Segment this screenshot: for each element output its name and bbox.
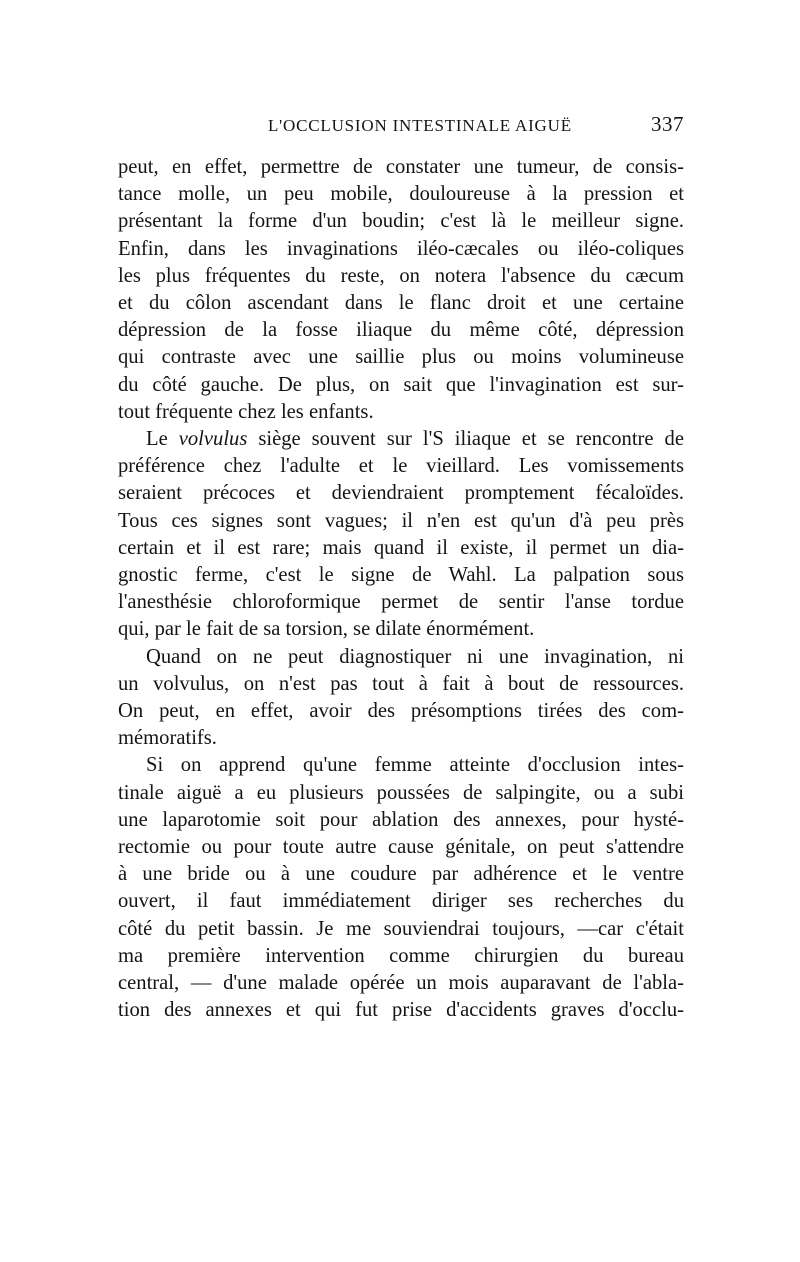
- text-line: une laparotomie soit pour ablation des annexes, pour hysté-: [118, 808, 684, 831]
- text-line: à une bride ou à une coudure par adhérence et le ventre: [118, 863, 684, 886]
- text-line: rectomie ou pour toute autre cause génitale, on peut s'attendre: [118, 836, 684, 859]
- body-text: [118, 154, 684, 1025]
- running-header: [118, 114, 684, 144]
- text-line: peut, en effet, permettre de constater une tumeur, de consis-: [118, 156, 684, 178]
- text-line: un volvulus, on n'est pas tout à fait à bout de ressources.: [118, 672, 684, 695]
- text-line: côté du petit bassin. Je me souviendrai toujours, —car c'était: [118, 917, 684, 940]
- text-segment: siège souvent sur l'S iliaque et se rencontre de: [247, 428, 684, 451]
- text-line: ma première intervention comme chirurgien du bureau: [118, 944, 684, 967]
- italic-term-volvulus: volvulus: [178, 428, 248, 451]
- text-line: préférence chez l'adulte et le vieillard. Les vomissements: [118, 455, 684, 478]
- text-line: tion des annexes et qui fut prise d'accidents graves d'occlu-: [118, 999, 684, 1022]
- text-line: [118, 426, 684, 453]
- text-line: du côté gauche. De plus, on sait que l'invagination est sur-: [118, 373, 684, 396]
- text-line: tinale aiguë a eu plusieurs poussées de salpingite, ou a subi: [118, 781, 684, 804]
- text-line: et du côlon ascendant dans le flanc droit et une certaine: [118, 292, 684, 315]
- paragraph-2: [118, 426, 684, 644]
- text-line: mémoratifs.: [118, 727, 217, 750]
- text-line: central, — d'une malade opérée un mois auparavant de l'abla-: [118, 972, 684, 995]
- text-line: gnostic ferme, c'est le signe de Wahl. La palpation sous: [118, 564, 684, 587]
- paragraph-4: [118, 752, 684, 1024]
- text-line: certain et il est rare; mais quand il existe, il permet un dia-: [118, 536, 684, 559]
- text-line: Enfin, dans les invaginations iléo-cæcales ou iléo-coliques: [118, 237, 684, 260]
- running-title: L'OCCLUSION INTESTINALE AIGUË: [268, 116, 572, 135]
- text-line: tout fréquente chez les enfants.: [118, 400, 374, 423]
- text-line: l'anesthésie chloroformique permet de sentir l'anse tordue: [118, 591, 684, 614]
- text-line: seraient précoces et deviendraient promptement fécaloïdes.: [118, 482, 684, 505]
- paragraph-3: [118, 644, 684, 753]
- text-line: qui, par le fait de sa torsion, se dilate énormément.: [118, 618, 535, 641]
- text-line: Tous ces signes sont vagues; il n'en est qu'un d'à peu près: [118, 509, 684, 532]
- text-line: On peut, en effet, avoir des présomptions tirées des com-: [118, 700, 684, 723]
- text-segment: Le: [146, 428, 179, 451]
- page-number: 337: [651, 112, 684, 136]
- text-line: dépression de la fosse iliaque du même côté, dépression: [118, 319, 684, 342]
- text-line: qui contraste avec une saillie plus ou moins volumineuse: [118, 346, 684, 369]
- book-page: [118, 114, 684, 1025]
- text-line: les plus fréquentes du reste, on notera l'absence du cæcum: [118, 264, 684, 287]
- text-line: présentant la forme d'un boudin; c'est là le meilleur signe.: [118, 210, 684, 233]
- text-line: tance molle, un peu mobile, douloureuse à la pression et: [118, 183, 684, 206]
- text-line: ouvert, il faut immédiatement diriger ses recherches du: [118, 890, 684, 913]
- text-line: Si on apprend qu'une femme atteinte d'occlusion intes-: [146, 754, 684, 777]
- paragraph-1: [118, 154, 684, 426]
- text-line: Quand on ne peut diagnostiquer ni une invagination, ni: [146, 645, 684, 668]
